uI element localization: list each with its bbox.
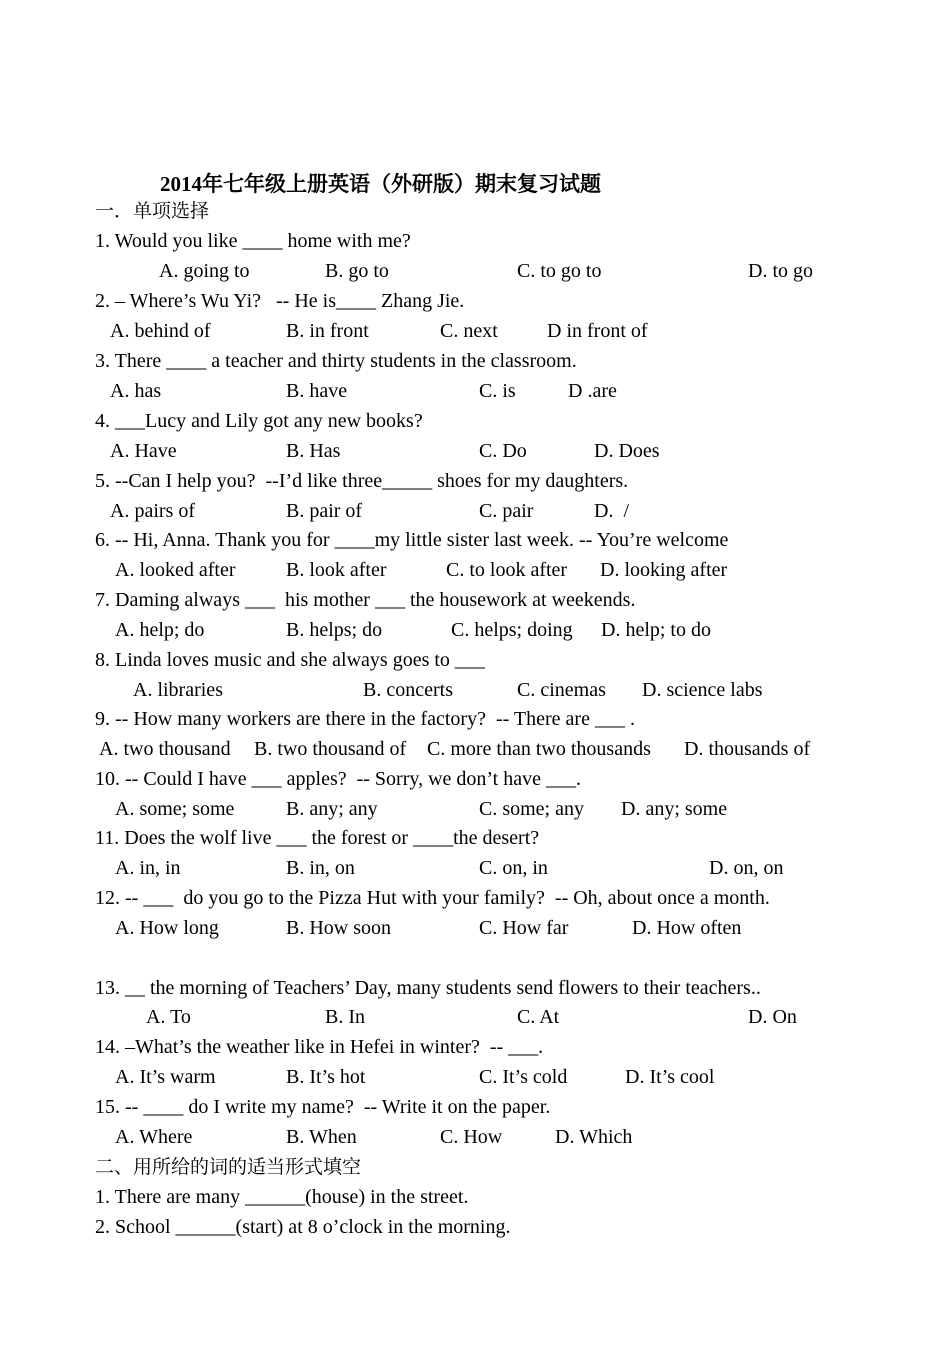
option-a: A. Where (115, 1126, 193, 1148)
question-2: 2. – Where’s Wu Yi? -- He is____ Zhang Jie. (95, 290, 465, 312)
option-d: D .are (568, 380, 617, 402)
question-6: 6. -- Hi, Anna. Thank you for ____my little sister last week. -- You’re welcome (95, 529, 729, 551)
option-d: D. science labs (642, 679, 763, 701)
option-d: D. / (594, 500, 629, 522)
option-b: B. go to (325, 260, 389, 282)
question-1: 1. Would you like ____ home with me? (95, 230, 411, 252)
question-15: 15. -- ____ do I write my name? -- Write it on the paper. (95, 1096, 551, 1118)
option-b: B. When (286, 1126, 357, 1148)
option-d: D. On (748, 1006, 797, 1028)
option-d: D. on, on (709, 857, 784, 879)
option-a: A. pairs of (110, 500, 195, 522)
option-a: A. help; do (115, 619, 205, 641)
question-4: 4. ___Lucy and Lily got any new books? (95, 410, 423, 432)
option-a: A. looked after (115, 559, 236, 581)
section-heading-fill-in: 二、用所给的词的适当形式填空 (95, 1156, 362, 1178)
option-d: D. help; to do (601, 619, 711, 641)
question-12: 12. -- ___ do you go to the Pizza Hut with your family? -- Oh, about once a month. (95, 887, 770, 909)
option-a: A. some; some (115, 798, 235, 820)
option-a: A. libraries (133, 679, 223, 701)
option-b: B. pair of (286, 500, 363, 522)
option-c: C. At (517, 1006, 560, 1028)
option-b: B. Has (286, 440, 341, 462)
option-c: C. next (440, 320, 498, 342)
option-b: B. two thousand of (254, 738, 407, 760)
option-b: B. It’s hot (286, 1066, 366, 1088)
option-b: B. In (325, 1006, 365, 1028)
option-b: B. helps; do (286, 619, 383, 641)
option-b: B. in, on (286, 857, 355, 879)
option-b: B. have (286, 380, 348, 402)
option-c: C. helps; doing (451, 619, 573, 641)
fill-question-2: 2. School ______(start) at 8 o’clock in the morning. (95, 1216, 511, 1238)
option-d: D. looking after (600, 559, 728, 581)
exam-title: 2014年七年级上册英语（外研版）期末复习试题 (160, 172, 601, 196)
question-8: 8. Linda loves music and she always goes to ___ (95, 649, 485, 671)
option-b: B. in front (286, 320, 369, 342)
option-a: A. has (110, 380, 162, 402)
option-c: C. Do (479, 440, 527, 462)
option-c: C. more than two thousands (427, 738, 651, 760)
question-11: 11. Does the wolf live ___ the forest or ____the desert? (95, 827, 540, 849)
option-b: B. concerts (363, 679, 453, 701)
option-d: D. thousands of (684, 738, 811, 760)
option-a: A. Have (110, 440, 177, 462)
option-c: C. cinemas (517, 679, 606, 701)
option-a: A. two thousand (99, 738, 231, 760)
question-3: 3. There ____ a teacher and thirty students in the classroom. (95, 350, 577, 372)
question-10: 10. -- Could I have ___ apples? -- Sorry, we don’t have ___. (95, 768, 581, 790)
fill-question-1: 1. There are many ______(house) in the street. (95, 1186, 469, 1208)
option-c: C. to look after (446, 559, 568, 581)
option-d: D. Does (594, 440, 660, 462)
option-c: C. is (479, 380, 516, 402)
option-d: D. to go (748, 260, 813, 282)
option-a: A. in, in (115, 857, 181, 879)
option-c: C. on, in (479, 857, 548, 879)
option-d: D. Which (555, 1126, 633, 1148)
option-a: A. It’s warm (115, 1066, 216, 1088)
option-d: D in front of (547, 320, 648, 342)
question-9: 9. -- How many workers are there in the factory? -- There are ___ . (95, 708, 635, 730)
option-c: C. pair (479, 500, 534, 522)
question-7: 7. Daming always ___ his mother ___ the housework at weekends. (95, 589, 636, 611)
option-a: A. How long (115, 917, 219, 939)
option-c: C. It’s cold (479, 1066, 568, 1088)
option-b: B. any; any (286, 798, 378, 820)
option-d: D. any; some (621, 798, 728, 820)
section-heading-multiple-choice: 一．单项选择 (95, 200, 210, 222)
option-b: B. look after (286, 559, 387, 581)
option-c: C. some; any (479, 798, 584, 820)
option-d: D. How often (632, 917, 742, 939)
option-c: C. How (440, 1126, 503, 1148)
option-d: D. It’s cool (625, 1066, 715, 1088)
option-a: A. behind of (110, 320, 211, 342)
option-b: B. How soon (286, 917, 392, 939)
option-c: C. to go to (517, 260, 602, 282)
option-a: A. going to (159, 260, 250, 282)
question-5: 5. --Can I help you? --I’d like three_____ shoes for my daughters. (95, 470, 629, 492)
question-14: 14. –What’s the weather like in Hefei in winter? -- ___. (95, 1036, 544, 1058)
question-13: 13. __ the morning of Teachers’ Day, many students send flowers to their teachers.. (95, 977, 761, 999)
option-c: C. How far (479, 917, 569, 939)
option-a: A. To (146, 1006, 191, 1028)
